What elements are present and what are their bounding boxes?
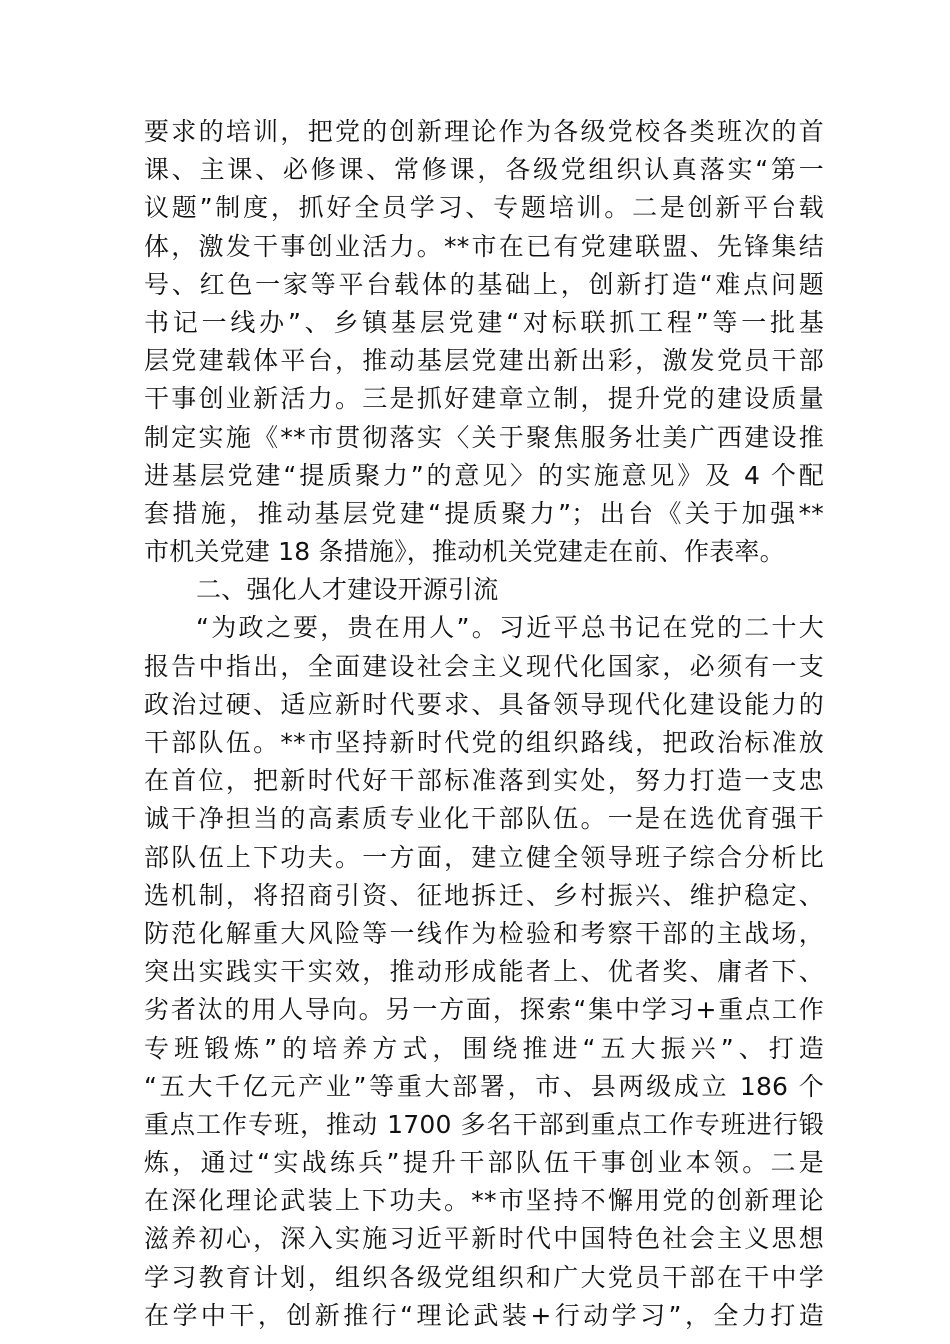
- text-line: 重点工作专班，推动 1700 多名干部到重点工作专班进行锻: [144, 1109, 824, 1139]
- text-line: 选机制，将招商引资、征地拆迁、乡村振兴、维护稳定、: [144, 880, 824, 910]
- text-line: “五大千亿元产业”等重大部署，市、县两级成立 186 个: [144, 1071, 824, 1101]
- text-line: 报告中指出，全面建设社会主义现代化国家，必须有一支: [144, 651, 824, 681]
- text-line: 在学中干，创新推行“理论武装+行动学习”，全力打造: [144, 1300, 824, 1330]
- text-line: 层党建载体平台，推动基层党建出新出彩，激发党员干部: [144, 346, 824, 376]
- paragraph-first-line: “为政之要，贵在用人”。习近平总书记在党的二十大: [196, 613, 824, 643]
- text-line: 突出实践实干实效，推动形成能者上、优者奖、庸者下、: [144, 957, 824, 987]
- text-line: 滋养初心，深入实施习近平新时代中国特色社会主义思想: [144, 1224, 824, 1254]
- text-line: 炼，通过“实战练兵”提升干部队伍干事创业本领。二是: [144, 1148, 824, 1178]
- text-line: 书记一线办”、乡镇基层党建“对标联抓工程”等一批基: [144, 307, 824, 337]
- text-line: 干部队伍。**市坚持新时代党的组织路线，把政治标准放: [144, 728, 824, 757]
- text-line: 进基层党建“提质聚力”的意见〉的实施意见》及 4 个配: [144, 460, 824, 490]
- text-line: 制定实施《**市贯彻落实〈关于聚焦服务壮美广西建设推: [144, 422, 824, 452]
- text-line: 政治过硬、适应新时代要求、具备领导现代化建设能力的: [144, 689, 824, 719]
- text-line: 在深化理论武装上下功夫。**市坚持不懈用党的创新理论: [144, 1186, 824, 1216]
- section-heading: 二、强化人才建设开源引流: [196, 575, 499, 605]
- text-line: 要求的培训，把党的创新理论作为各级党校各类班次的首: [144, 117, 824, 146]
- text-line: 学习教育计划，组织各级党组织和广大党员干部在干中学: [144, 1262, 824, 1292]
- text-line: 劣者汰的用人导向。另一方面，探索“集中学习+重点工作: [144, 995, 824, 1025]
- text-line: 专班锻炼”的培养方式，围绕推进“五大振兴”、打造: [144, 1033, 824, 1063]
- text-line: 市机关党建 18 条措施》，推动机关党建走在前、作表率。: [144, 537, 785, 567]
- text-line: 干事创业新活力。三是抓好建章立制，提升党的建设质量: [144, 384, 824, 414]
- body-text: [144, 113, 824, 1335]
- text-line: 诚干净担当的高素质专业化干部队伍。一是在选优育强干: [144, 804, 824, 834]
- text-line: 议题”制度，抓好全员学习、专题培训。二是创新平台载: [144, 193, 824, 223]
- text-line: 部队伍上下功夫。一方面，建立健全领导班子综合分析比: [144, 842, 824, 872]
- text-line: 体，激发干事创业活力。**市在已有党建联盟、先锋集结: [144, 231, 824, 261]
- text-line: 课、主课、必修课、常修课，各级党组织认真落实“第一: [144, 155, 824, 185]
- text-line: 在首位，把新时代好干部标准落到实处，努力打造一支忠: [144, 766, 824, 796]
- text-line: 号、红色一家等平台载体的基础上，创新打造“难点问题: [144, 269, 824, 299]
- text-line: 套措施，推动基层党建“提质聚力”；出台《关于加强**: [144, 498, 824, 528]
- text-line: 防范化解重大风险等一线作为检验和考察干部的主战场，: [144, 918, 824, 948]
